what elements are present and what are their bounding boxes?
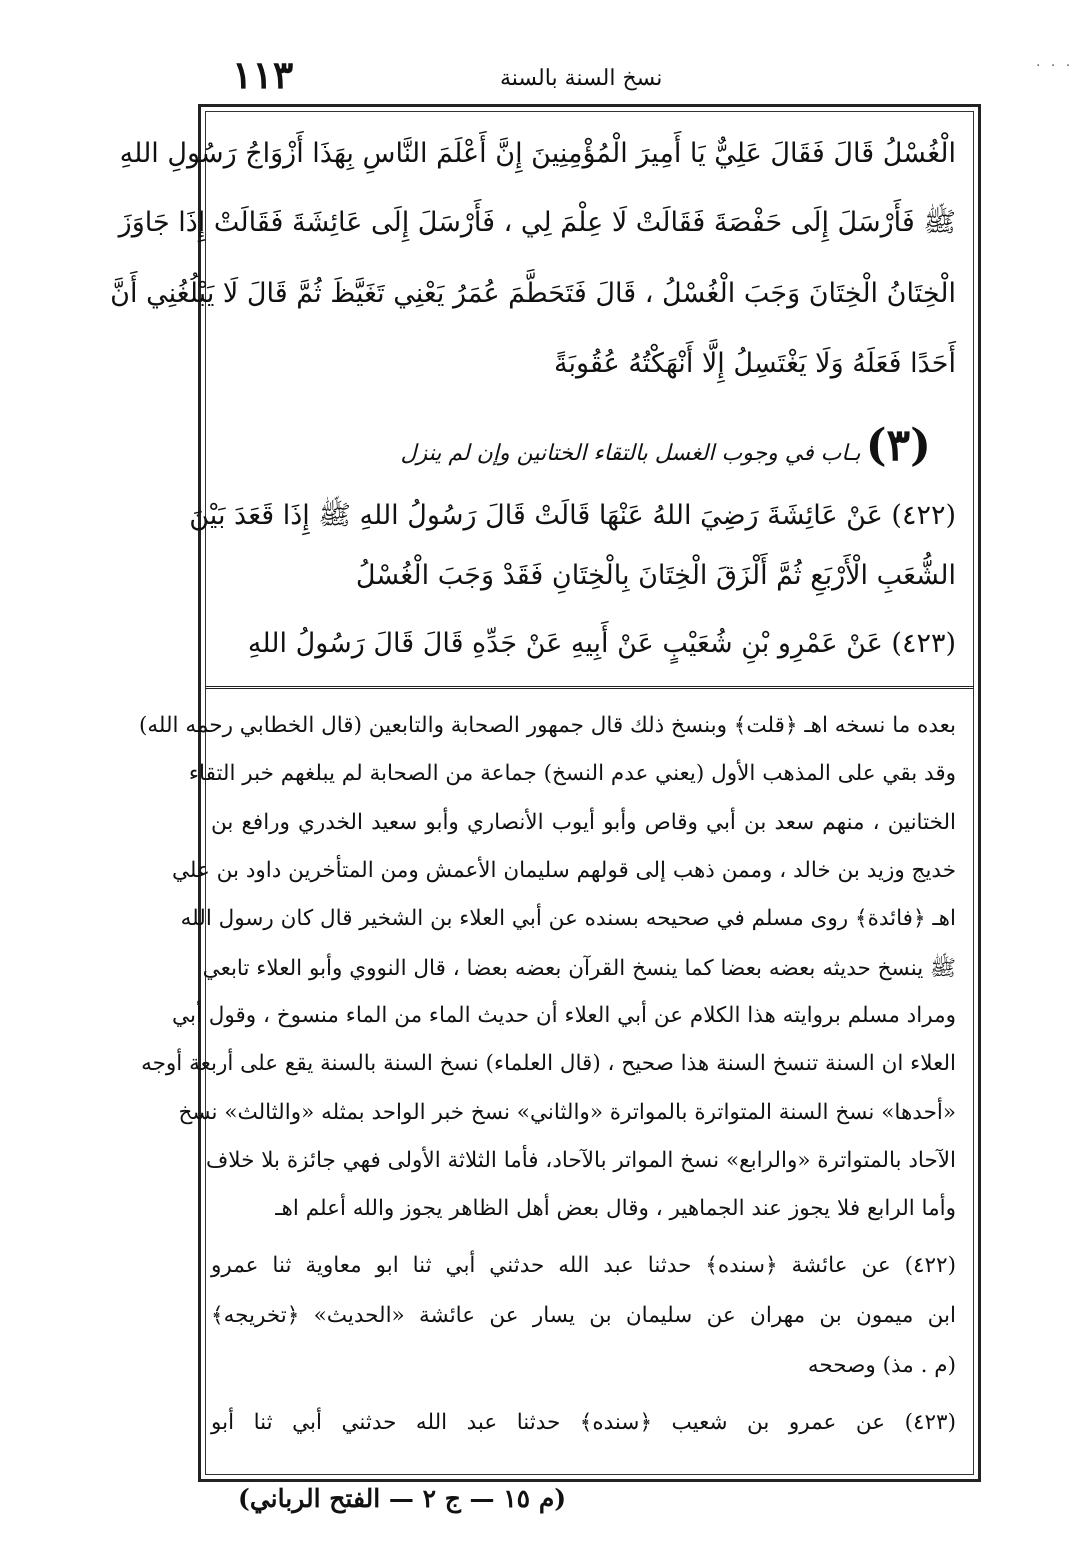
commentary-line: وقد بقي على المذهب الأول (يعني عدم النسخ) جماعة من الصحابة لم يبلغهم خبر التقاء [188,761,956,786]
margin-dots: · · · [1036,58,1074,74]
commentary-line: ومراد مسلم بروايته هذا الكلام عن أبي العلاء أن حديث الماء من الماء منسوخ ، وقول أبي [172,1003,956,1028]
hadith-line: الْخِتَانُ الْخِتَانَ وَجَبَ الْغُسْلُ ، قَالَ فَتَحَطَّمَ عُمَرُ يَعْنِي تَغَيَّظَ ثُمَّ قَالَ لَا يَبْلُغُنِي أَنَّ [110,278,956,309]
page-number: ١١٣ [232,52,294,97]
hadith-line: (٤٢٢) عَنْ عَائِشَةَ رَضِيَ اللهُ عَنْهَا قَالَتْ قَالَ رَسُولُ اللهِ ﷺ إِذَا قَعَدَ بَيْنَ [189,500,956,531]
chapter-number: (٣) [865,420,931,471]
hadith-line: ﷺ فَأَرْسَلَ إِلَى حَفْصَةَ فَقَالَتْ لَا عِلْمَ لِي ، فَأَرْسَلَ إِلَى عَائِشَةَ فَقَالَتْ إِذَا جَاوَزَ [118,207,956,238]
hadith-line: الشُّعَبِ الْأَرْبَعِ ثُمَّ أَلْزَقَ الْخِتَانَ بِالْخِتَانِ فَقَدْ وَجَبَ الْغُسْلُ [355,560,956,591]
running-title: نسخ السنة بالسنة [500,66,663,91]
commentary-line: ابن ميمون بن مهران عن سليمان بن يسار عن عائشة «الحديث» ﴿تخريجه﴾ [211,1303,956,1328]
commentary-line: خديج وزيد بن خالد ، وممن ذهب إلى قولهم سليمان الأعمش ومن المتأخرين داود بن علي [171,858,956,883]
commentary-line: الآحاد بالمتواترة «والرابع» نسخ المواتر بالآحاد، فأما الثلاثة الأولى فهي جائزة بلا خلاف [205,1148,956,1173]
commentary-line: (٤٢٢) عن عائشة ﴿سنده﴾ حدثنا عبد الله حدثني أبي ثنا ابو معاوية ثنا عمرو [211,1253,956,1278]
commentary-line: (٤٢٣) عن عمرو بن شعيب ﴿سنده﴾ حدثنا عبد الله حدثني أبي ثنا أبو [211,1410,956,1435]
chapter-title: بـاب في وجوب الغسل بالتقاء الختانين وإن لم ينزل [400,441,861,466]
commentary-line: الختانين ، منهم سعد بن أبي وقاص وأبو أيوب الأنصاري وأبو سعيد الخدري ورافع بن [211,810,956,835]
commentary-line: وأما الرابع فلا يجوز عند الجماهير ، وقال بعض أهل الظاهر يجوز والله أعلم اهـ [275,1196,956,1221]
footer-reference: (م ١٥ — ج ٢ — الفتح الرباني) [238,1484,567,1513]
commentary-line: بعده ما نسخه اهـ ﴿قلت﴾ وبنسخ ذلك قال جمهور الصحابة والتابعين (قال الخطابي رحمه الله) [138,713,956,738]
hadith-line: الْغُسْلُ قَالَ فَقَالَ عَلِيٌّ يَا أَمِيرَ الْمُؤْمِنِينَ إِنَّ أَعْلَمَ النَّاسِ بِهَذَا أَزْوَاجُ رَسُولِ اللهِ [119,138,956,169]
commentary-line: اهـ ﴿فائدة﴾ روى مسلم في صحيحه بسنده عن أبي العلاء بن الشخير قال كان رسول الله [180,906,956,931]
commentary-line: العلاء ان السنة تنسخ السنة هذا صحيح ، (قال العلماء) نسخ السنة بالسنة يقع على أربعة أوجه [141,1051,956,1076]
hadith-line: (٤٢٣) عَنْ عَمْرِو بْنِ شُعَيْبٍ عَنْ أَبِيهِ عَنْ جَدِّهِ قَالَ قَالَ رَسُولُ اللهِ [247,628,956,659]
chapter-heading [311,420,931,471]
commentary-line: ﷺ ينسخ حديثه بعضه بعضا كما ينسخ القرآن بعضه بعضا ، قال النووي وأبو العلاء تابعي [202,956,956,981]
section-divider [205,686,974,689]
hadith-line: أَحَدًا فَعَلَهُ وَلَا يَغْتَسِلُ إِلَّا أَنْهَكْتُهُ عُقُوبَةً [554,348,956,379]
commentary-line: «أحدها» نسخ السنة المتواترة بالمواترة «والثاني» نسخ خبر الواحد بمثله «والثالث» نسخ [178,1100,956,1125]
commentary-line: (م . مذ) وصححه [807,1353,956,1378]
